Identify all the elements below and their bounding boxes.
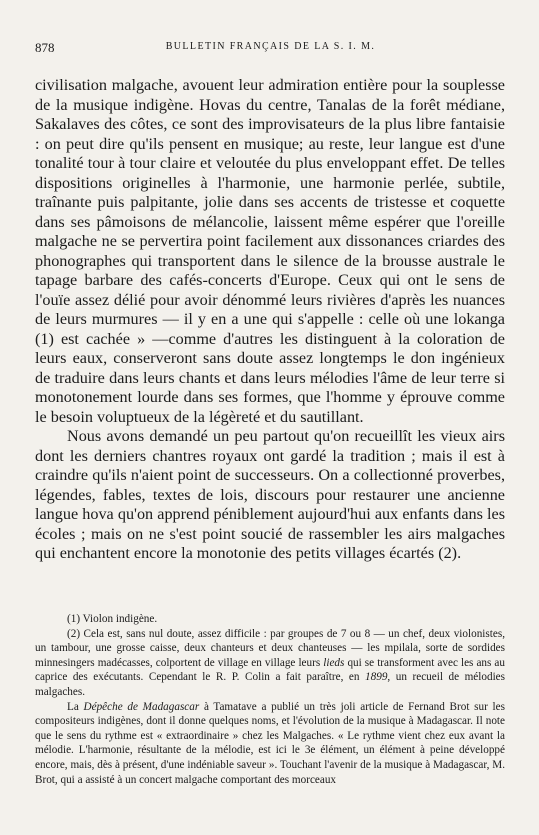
footnote-3-text-b: à Tamatave a publié un très joli article de Fernand Brot sur les compositeurs indigènes, dont il donne quelques noms, et l'évolution de la musique à Madagascar. Il note que le sens du rythme est « extraordinaire » chez les Malgaches. « Le rythme vient chez eux avant la mélodie. L'harmonie, résultante de la mélodie, est ici le 3e élément, un élément à peine développé encore, mais, dès à présent, d'une indéniable saveur ». Touchant l'avenir de la musique à Madagascar, M. Brot, qui a assisté à un concert malgache comportant des morceaux [35, 700, 505, 786]
footnote-2-year: 1899 [365, 671, 388, 684]
footnote-3-journal: Dépêche de Madagascar [83, 700, 200, 713]
footnote-1: (1) Violon indigène. [67, 613, 158, 625]
footnote-2-text-a: (2) Cela est, sans nul doute, assez difficile : par groupes de 7 ou 8 — un chef, deux violonistes, un tambour, une grosse caisse, deux chanteurs et deux chanteuses — les mpilala, sorte de sordides minnesingers madécasses, colportent de village en village leurs [35, 627, 505, 669]
page-number: 878 [35, 40, 55, 55]
footnote-2-lieds: lieds [323, 656, 345, 669]
footnote-3 [35, 700, 505, 788]
footnote-3-text-a: La [67, 700, 84, 713]
running-title: BULLETIN FRANÇAIS DE LA S. I. M. [165, 41, 376, 52]
footnote-2-text-b: qui se transforment avec les ans au caprice des exécutants. Cependant le R. P. Colin a fait paraître, en [35, 656, 505, 684]
main-text [35, 76, 505, 564]
paragraph-1: civilisation malgache, avouent leur admiration entière pour la souplesse de la musique indigène. Hovas du centre, Tanalas de la forêt médiane, Sakalaves des côtes, ce sont des improvisateurs de la plus libre fantaisie : on peut dire qu'ils pensent en musique; au reste, leur langue est d'une tonalité tour à tour claire et veloutée du plus enveloppant effet. De telles dispositions originelles à l'harmonie, une harmonie perlée, subtile, traînante puis palpitante, jolie dans ses accents de tristesse et coquette dans ses pâmoisons de mélancolie, laissent même espérer que l'oreille malgache ne se pervertira point facilement aux dissonances criardes des phonographes qui transportent dans le silence de la brousse australe le tapage barbare des cafés-concerts d'Europe. Ceux qui ont le sens de l'ouïe assez délié pour avoir dénommé leurs rivières d'après les nuances de leurs murmures — il y en a une qui s'appelle : celle où une lokanga (1) est cachée » —comme d'autres les distinguent à la coloration de leurs eaux, conserveront sans doute assez longtemps le don ingénieux de traduire dans leurs chants et dans leurs mélodies l'âme de leur terre si monotonement lourde dans ses formes, que l'homme y éprouve comme le besoin voluptueux de la légèreté et du sautillant. [35, 76, 505, 426]
footnote-2 [35, 627, 505, 700]
paragraph-2: Nous avons demandé un peu partout qu'on recueillît les vieux airs dont les derniers chantres royaux ont gardé la tradition ; mais il est à craindre qu'ils n'aient point de successeurs. On a collectionné proverbes, légendes, fables, textes de lois, discours pour restaurer une ancienne langue hova qu'on apprend péniblement aujourd'hui aux enfants dans les écoles ; mais on ne s'est point soucié de rassembler les airs malgaches qui enchantent encore la monotonie des petits villages écartés (2). [35, 427, 505, 562]
footnotes [35, 612, 505, 787]
page-header [35, 40, 506, 56]
footnote-2-text-c: , un recueil de mélodies malgaches. [35, 671, 505, 698]
